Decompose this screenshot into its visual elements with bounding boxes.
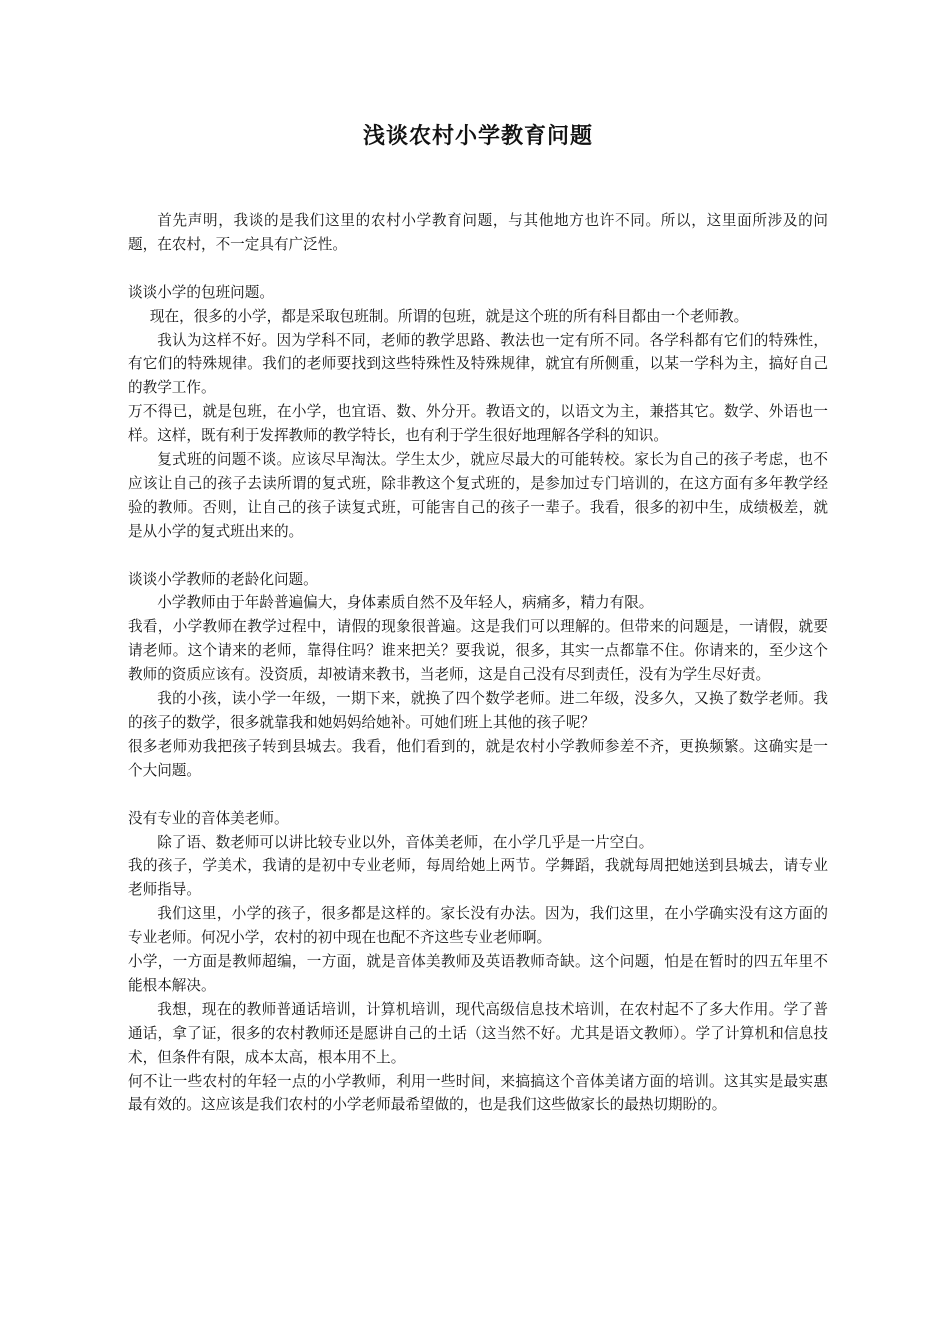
- body-paragraph: 首先声明，我谈的是我们这里的农村小学教育问题，与其他地方也许不同。所以，这里面所涉及的问题，在农村，不一定具有广泛性。: [128, 212, 828, 253]
- paragraph-gap: [128, 783, 828, 807]
- body-paragraph: 复式班的问题不谈。应该尽早淘汰。学生太少，就应尽最大的可能转校。家长为自己的孩子考虑，也不应该让自己的孩子去读所谓的复式班，除非教这个复式班的，是参加过专门培训的，在这方面有多年教学经验的教师。否则，让自己的孩子读复式班，可能害自己的孩子一辈子。我看，很多的初中生，成绩极差，就是从小学的复式班出来的。: [128, 451, 828, 540]
- body-paragraph: 我看，小学教师在教学过程中，请假的现象很普遍。这是我们可以理解的。但带来的问题是，一请假，就要请老师。这个请来的老师，靠得住吗？谁来把关？要我说，很多，其实一点都靠不住。你请来的，至少这个教师的资质应该有。没资质，却被请来教书，当老师，这是自己没有尽到责任，没有为学生尽好责。: [128, 618, 828, 684]
- body-paragraph: 现在，很多的小学，都是采取包班制。所谓的包班，就是这个班的所有科目都由一个老师教。: [149, 307, 749, 325]
- body-paragraph: 我的小孩，读小学一年级，一期下来，就换了四个数学老师。进二年级，没多久，又换了数学老师。我的孩子的数学，很多就靠我和她妈妈给她补。可她们班上其他的孩子呢？: [128, 690, 828, 731]
- body-paragraph: 我认为这样不好。因为学科不同，老师的教学思路、教法也一定有所不同。各学科都有它们的特殊性，有它们的特殊规律。我们的老师要找到这些特殊性及特殊规律，就宜有所侧重，以某一学科为主，搞好自己的教学工作。: [128, 331, 828, 397]
- body-paragraph: 我的孩子，学美术，我请的是初中专业老师，每周给她上两节。学舞蹈，我就每周把她送到县城去，请专业老师指导。: [128, 857, 828, 899]
- body-paragraph: 小学，一方面是教师超编，一方面，就是音体美教师及英语教师奇缺。这个问题，怕是在暂时的四五年里不能根本解决。: [128, 953, 828, 994]
- document-title: 浅谈农村小学教育问题: [362, 123, 593, 149]
- document-body: [128, 209, 828, 1117]
- document-page: [128, 0, 828, 1344]
- body-paragraph: 我想，现在的教师普通话培训，计算机培训，现代高级信息技术培训，在农村起不了多大作用。学了普通话，拿了证，很多的农村教师还是愿讲自己的土话（这当然不好。尤其是语文教师）。学了计算机和信息技术，但条件有限，成本太高，根本用不上。: [128, 1000, 828, 1066]
- body-paragraph: 我们这里，小学的孩子，很多都是这样的。家长没有办法。因为，我们这里，在小学确实没有这方面的专业老师。何况小学，农村的初中现在也配不齐这些专业老师啊。: [128, 905, 828, 947]
- body-paragraph: 除了语、数老师可以讲比较专业以外，音体美老师，在小学几乎是一片空白。: [157, 833, 654, 851]
- section-heading: 谈谈小学的包班问题。: [128, 283, 274, 301]
- paragraph-gap: [128, 544, 828, 568]
- body-paragraph: 万不得已，就是包班，在小学，也宜语、数、外分开。教语文的，以语文为主，兼搭其它。数学、外语也一样。这样，既有利于发挥教师的教学特长，也有利于学生很好地理解各学科的知识。: [128, 403, 828, 445]
- body-paragraph: 很多老师劝我把孩子转到县城去。我看，他们看到的，就是农村小学教师参差不齐，更换频繁。这确实是一个大问题。: [128, 737, 828, 779]
- section-heading: 谈谈小学教师的老龄化问题。: [128, 570, 318, 588]
- section-heading: 没有专业的音体美老师。: [128, 809, 289, 827]
- paragraph-gap: [128, 257, 828, 281]
- body-paragraph: 小学教师由于年龄普遍偏大，身体素质自然不及年轻人，病痛多，精力有限。: [157, 594, 654, 612]
- body-paragraph: 何不让一些农村的年轻一点的小学教师，利用一些时间，来搞搞这个音体美诸方面的培训。这其实是最实惠最有效的。这应该是我们农村的小学老师最希望做的，也是我们这些做家长的最热切期盼的。: [128, 1072, 828, 1114]
